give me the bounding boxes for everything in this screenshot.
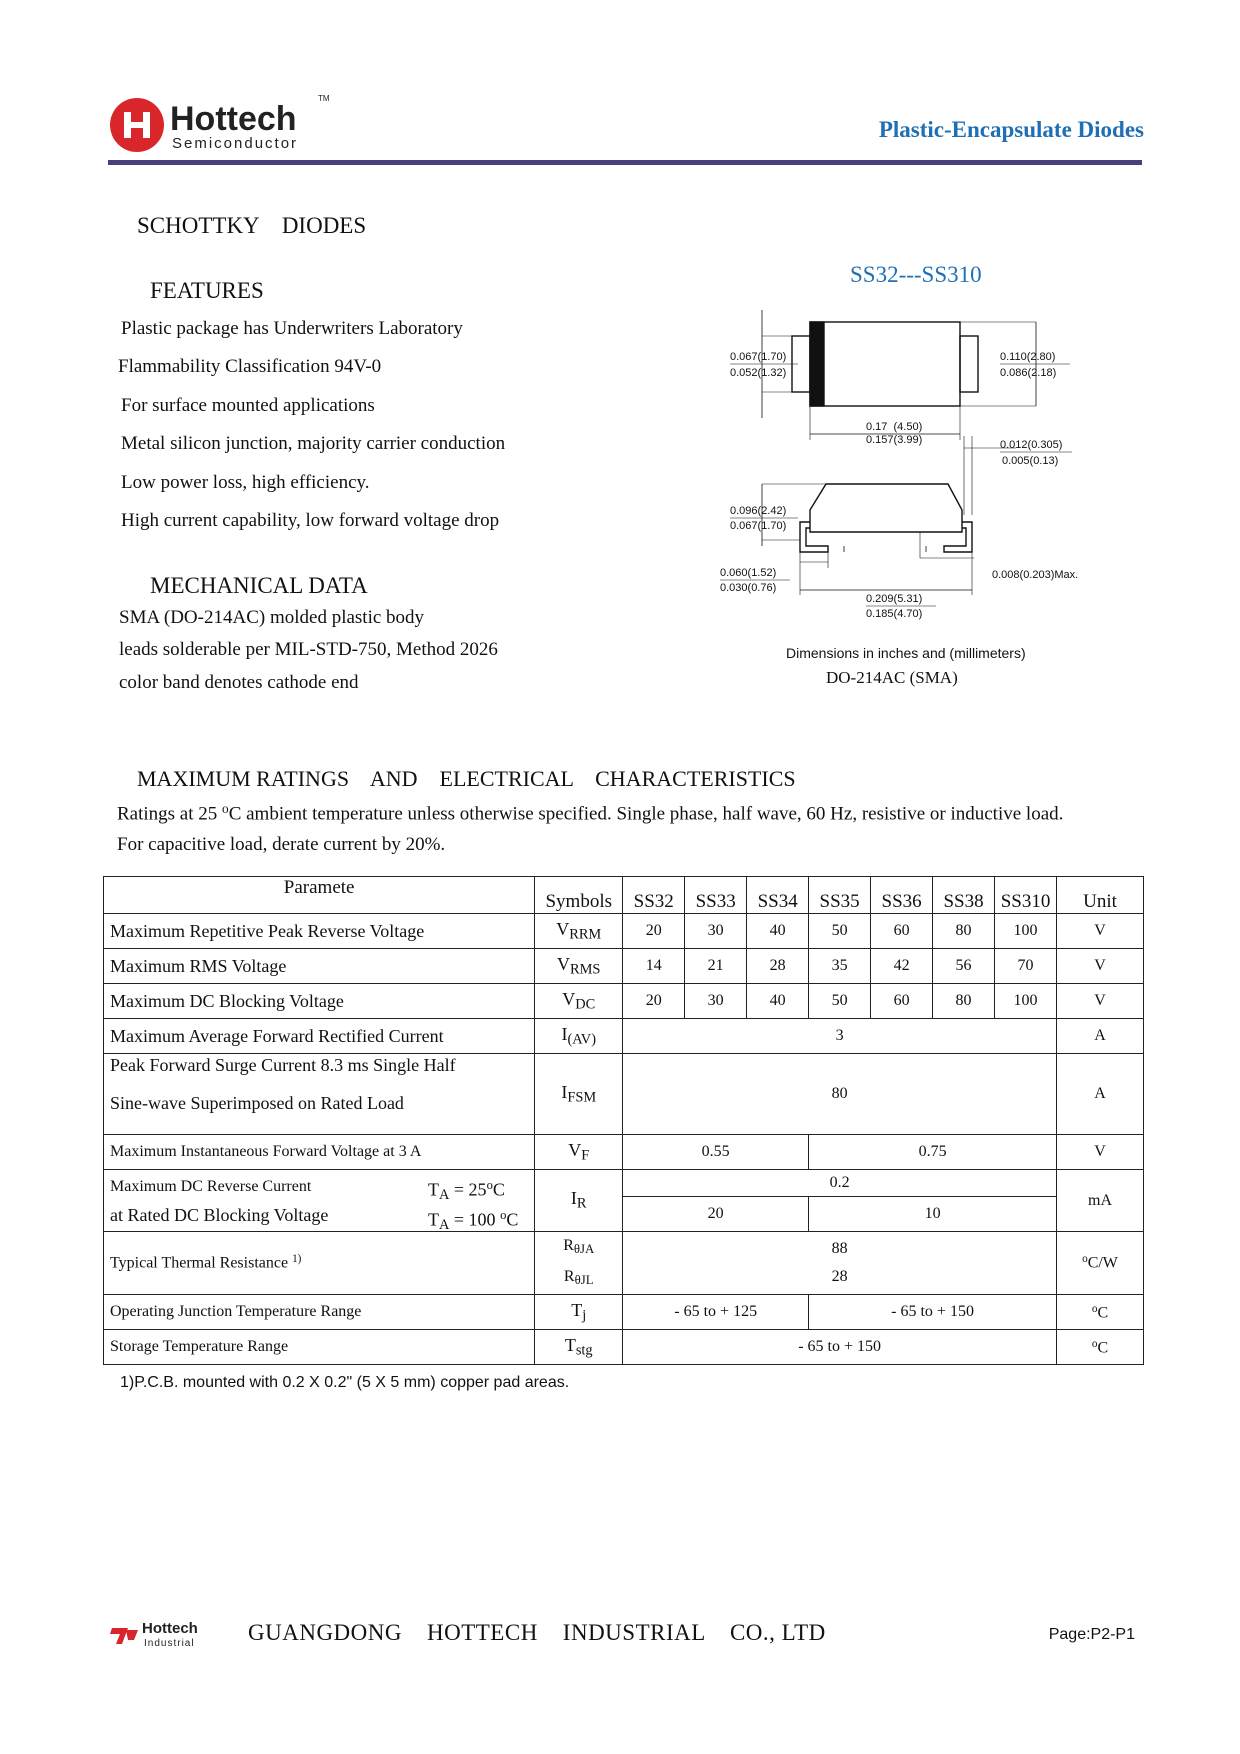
value-cell: - 65 to + 150 bbox=[623, 1330, 1057, 1365]
value-rthja: 88 bbox=[831, 1240, 848, 1258]
symbol-sub: stg bbox=[575, 1342, 593, 1359]
param-ir-line2 bbox=[110, 1199, 528, 1231]
value-cell: 20 bbox=[623, 1197, 809, 1232]
dim-total-top: 0.209(5.31) bbox=[866, 593, 923, 605]
symbol-text: V bbox=[568, 1139, 582, 1160]
header-part: SS310 bbox=[995, 877, 1057, 914]
unit-cell: A bbox=[1057, 1054, 1144, 1135]
param-tstg: Storage Temperature Range bbox=[104, 1330, 535, 1365]
table-row bbox=[104, 984, 1144, 1019]
table-row bbox=[104, 1170, 1144, 1197]
symbol-ifsm bbox=[535, 1054, 623, 1135]
value-cell: 50 bbox=[809, 914, 871, 949]
value-cell: 0.75 bbox=[809, 1135, 1057, 1170]
symbol-vf bbox=[535, 1135, 623, 1170]
header-part: SS35 bbox=[809, 877, 871, 914]
symbol-tj bbox=[535, 1295, 623, 1330]
symbol-sub: R bbox=[576, 1195, 587, 1212]
logo-tm: TM bbox=[318, 94, 330, 103]
cond-sup: o bbox=[500, 1207, 507, 1222]
symbol-iav bbox=[535, 1019, 623, 1054]
value-cell: 35 bbox=[809, 949, 871, 984]
symbol-sub: RMS bbox=[570, 961, 601, 978]
dim-foot-bot: 0.030(0.76) bbox=[720, 582, 777, 594]
hottech-logo bbox=[108, 92, 408, 158]
dim-foot-top: 0.060(1.52) bbox=[720, 567, 777, 579]
value-cell: 60 bbox=[871, 914, 933, 949]
table-header-row bbox=[104, 877, 1144, 914]
value-cell: 80 bbox=[933, 914, 995, 949]
symbol-text: I bbox=[561, 1023, 568, 1044]
package-drawing bbox=[700, 300, 1120, 630]
unit-text: C/W bbox=[1087, 1254, 1118, 1272]
header-parameter: Paramete bbox=[104, 877, 535, 914]
header-part: SS36 bbox=[871, 877, 933, 914]
unit-text: C bbox=[1097, 1339, 1109, 1357]
table-row bbox=[104, 1295, 1144, 1330]
cond-sub: A bbox=[439, 1186, 450, 1203]
symbol-tstg bbox=[535, 1330, 623, 1365]
param-vrrm: Maximum Repetitive Peak Reverse Voltage bbox=[104, 914, 535, 949]
dim-total-bot: 0.185(4.70) bbox=[866, 608, 923, 620]
ir-label1: Maximum DC Reverse Current bbox=[110, 1177, 312, 1195]
cond-sup: o bbox=[486, 1177, 493, 1192]
symbol-text: T bbox=[564, 1335, 576, 1356]
symbol-rth bbox=[535, 1232, 623, 1295]
ir-cond-100 bbox=[428, 1199, 518, 1241]
param-rth bbox=[104, 1232, 535, 1295]
table-footnote: 1)P.C.B. mounted with 0.2 X 0.2" (5 X 5 mm) copper pad areas. bbox=[120, 1374, 570, 1391]
footer-logo bbox=[108, 1618, 208, 1650]
value-cell: 60 bbox=[871, 984, 933, 1019]
feature-line: Plastic package has Underwriters Laboratory bbox=[121, 318, 463, 339]
value-cell: 20 bbox=[623, 914, 685, 949]
dim-height-top: 0.096(2.42) bbox=[730, 505, 787, 517]
dim-left-h-top: 0.067(1.70) bbox=[730, 351, 787, 363]
value-cell: 20 bbox=[623, 984, 685, 1019]
logo-brand-text: Hottech bbox=[170, 100, 297, 138]
symbol-sub: (AV) bbox=[567, 1031, 596, 1048]
dim-height-bot: 0.067(1.70) bbox=[730, 520, 787, 532]
feature-line: Metal silicon junction, majority carrier conduction bbox=[121, 433, 506, 454]
symbol-sub: j bbox=[582, 1307, 587, 1324]
symbol-text: V bbox=[562, 988, 576, 1009]
footer-logo-text: Hottech bbox=[142, 1620, 198, 1637]
value-cell: 100 bbox=[995, 984, 1057, 1019]
dim-lead-t-top: 0.012(0.305) bbox=[1000, 439, 1063, 451]
cond-val: = 25 bbox=[449, 1178, 487, 1199]
symbol-sub: FSM bbox=[567, 1089, 597, 1106]
value-cell-rth bbox=[623, 1232, 1057, 1295]
cond-end: C bbox=[506, 1208, 519, 1229]
mechanical-line: color band denotes cathode end bbox=[119, 672, 359, 693]
part-range: SS32---SS310 bbox=[850, 262, 982, 287]
cond-t: T bbox=[428, 1178, 439, 1199]
dim-right-h-top: 0.110(2.80) bbox=[1000, 351, 1056, 363]
table-row bbox=[104, 1135, 1144, 1170]
symbol-vdc bbox=[535, 984, 623, 1019]
table-row bbox=[104, 1054, 1144, 1135]
logo-sub-text: Semiconductor bbox=[172, 135, 299, 152]
note-text: Ratings at 25 bbox=[117, 803, 223, 825]
symbol-sub: θJA bbox=[573, 1242, 595, 1257]
cond-sub: A bbox=[439, 1216, 450, 1233]
header-symbols: Symbols bbox=[535, 877, 623, 914]
symbol-vrrm bbox=[535, 914, 623, 949]
table-row bbox=[104, 1232, 1144, 1295]
unit-cell bbox=[1057, 1295, 1144, 1330]
param-ifsm-line2: Sine-wave Superimposed on Rated Load bbox=[110, 1093, 404, 1113]
table-row bbox=[104, 1019, 1144, 1054]
ir-label2: at Rated DC Blocking Voltage bbox=[110, 1204, 329, 1225]
value-cell: 40 bbox=[747, 914, 809, 949]
feature-line: Low power loss, high efficiency. bbox=[121, 472, 370, 493]
ratings-note-1 bbox=[117, 801, 1063, 826]
feature-line: For surface mounted applications bbox=[121, 395, 375, 416]
unit-degree: o bbox=[1091, 1302, 1098, 1315]
param-vdc: Maximum DC Blocking Voltage bbox=[104, 984, 535, 1019]
param-vrms: Maximum RMS Voltage bbox=[104, 949, 535, 984]
header-part: SS32 bbox=[623, 877, 685, 914]
ratings-note-2: For capacitive load, derate current by 20%. bbox=[117, 834, 446, 855]
package-name: DO-214AC (SMA) bbox=[826, 668, 958, 687]
value-cell: 14 bbox=[623, 949, 685, 984]
value-cell: - 65 to + 150 bbox=[809, 1295, 1057, 1330]
cond-val: = 100 bbox=[449, 1208, 501, 1229]
value-cell: 3 bbox=[623, 1019, 1057, 1054]
value-cell: 30 bbox=[685, 914, 747, 949]
unit-cell: V bbox=[1057, 949, 1144, 984]
symbol-text: T bbox=[571, 1300, 583, 1321]
symbol-text: I bbox=[570, 1188, 577, 1209]
symbol-sub: F bbox=[581, 1147, 590, 1164]
symbol-text: I bbox=[561, 1081, 568, 1102]
symbol-text: R bbox=[563, 1237, 574, 1254]
header-unit: Unit bbox=[1057, 877, 1144, 914]
symbol-rthjl bbox=[541, 1263, 616, 1294]
footer-page: Page:P2-P1 bbox=[1048, 1626, 1135, 1643]
param-ifsm-line1: Peak Forward Surge Current 8.3 ms Single Half bbox=[110, 1055, 456, 1075]
header-rule bbox=[108, 160, 1142, 165]
unit-cell: V bbox=[1057, 984, 1144, 1019]
value-cell: 0.2 bbox=[623, 1170, 1057, 1197]
value-cell: 42 bbox=[871, 949, 933, 984]
features-heading: FEATURES bbox=[150, 278, 264, 303]
cond-end: C bbox=[492, 1178, 505, 1199]
value-cell: 80 bbox=[933, 984, 995, 1019]
param-tj: Operating Junction Temperature Range bbox=[104, 1295, 535, 1330]
table-row bbox=[104, 1330, 1144, 1365]
unit-degree: o bbox=[1082, 1253, 1088, 1266]
symbol-sub: DC bbox=[575, 996, 596, 1013]
footer-company: GUANGDONG HOTTECH INDUSTRIAL CO., LTD bbox=[248, 1620, 826, 1645]
value-cell: 28 bbox=[747, 949, 809, 984]
param-ir-line1 bbox=[110, 1171, 528, 1203]
dim-lead-t-bot: 0.005(0.13) bbox=[1002, 455, 1059, 467]
unit-cell: A bbox=[1057, 1019, 1144, 1054]
value-cell: 40 bbox=[747, 984, 809, 1019]
value-cell: 30 bbox=[685, 984, 747, 1019]
unit-cell: V bbox=[1057, 1135, 1144, 1170]
feature-line: Flammability Classification 94V-0 bbox=[118, 356, 382, 377]
ratings-table bbox=[103, 876, 1144, 1365]
param-vf: Maximum Instantaneous Forward Voltage at 3 A bbox=[104, 1135, 535, 1170]
value-cell: 10 bbox=[809, 1197, 1057, 1232]
package-caption: Dimensions in inches and (millimeters) bbox=[786, 645, 1026, 661]
symbol-text: V bbox=[557, 953, 571, 974]
header-part: SS33 bbox=[685, 877, 747, 914]
ratings-heading: MAXIMUM RATINGS AND ELECTRICAL CHARACTERISTICS bbox=[137, 766, 796, 791]
symbol-text: R bbox=[563, 1268, 575, 1286]
unit-text: C bbox=[1097, 1304, 1109, 1322]
doc-title: SCHOTTKY DIODES bbox=[137, 213, 367, 238]
unit-cell: V bbox=[1057, 914, 1144, 949]
dim-len-top: 0.17 (4.50) bbox=[866, 421, 923, 433]
value-cell: - 65 to + 125 bbox=[623, 1295, 809, 1330]
cond-t: T bbox=[428, 1208, 439, 1229]
note-degree: o bbox=[222, 801, 229, 816]
dim-right-h-bot: 0.086(2.18) bbox=[1000, 367, 1057, 379]
param-ir bbox=[104, 1170, 535, 1232]
param-iav: Maximum Average Forward Rectified Current bbox=[104, 1019, 535, 1054]
unit-cell bbox=[1057, 1232, 1144, 1295]
value-rthjl: 28 bbox=[831, 1268, 848, 1286]
value-cell: 50 bbox=[809, 984, 871, 1019]
table-row bbox=[104, 949, 1144, 984]
param-ifsm bbox=[104, 1054, 535, 1135]
header-part: SS38 bbox=[933, 877, 995, 914]
table-row bbox=[104, 914, 1144, 949]
value-cell: 0.55 bbox=[623, 1135, 809, 1170]
value-cell: 21 bbox=[685, 949, 747, 984]
rth-label: Typical Thermal Resistance bbox=[110, 1254, 293, 1272]
dim-standoff: 0.008(0.203)Max. bbox=[992, 569, 1079, 581]
mechanical-line: SMA (DO-214AC) molded plastic body bbox=[119, 607, 425, 628]
symbol-ir bbox=[535, 1170, 623, 1232]
unit-degree: o bbox=[1091, 1337, 1098, 1350]
feature-line: High current capability, low forward voltage drop bbox=[121, 510, 500, 531]
symbol-text: V bbox=[556, 918, 570, 939]
unit-cell bbox=[1057, 1330, 1144, 1365]
dim-len-bot: 0.157(3.99) bbox=[866, 434, 923, 446]
header-part: SS34 bbox=[747, 877, 809, 914]
note-text: C ambient temperature unless otherwise specified. Single phase, half wave, 60 Hz, resistive or inductive load. bbox=[228, 803, 1064, 825]
symbol-rthja bbox=[541, 1232, 616, 1263]
value-cell: 56 bbox=[933, 949, 995, 984]
symbol-sub: θJL bbox=[574, 1273, 594, 1288]
dim-left-h-bot: 0.052(1.32) bbox=[730, 367, 787, 379]
value-cell: 80 bbox=[623, 1054, 1057, 1135]
value-cell: 70 bbox=[995, 949, 1057, 984]
mechanical-heading: MECHANICAL DATA bbox=[150, 573, 368, 598]
value-cell: 100 bbox=[995, 914, 1057, 949]
rth-footnote-ref: 1) bbox=[292, 1253, 302, 1266]
symbol-sub: RRM bbox=[569, 926, 602, 943]
mechanical-line: leads solderable per MIL-STD-750, Method 2026 bbox=[119, 639, 498, 660]
header-title: Plastic-Encapsulate Diodes bbox=[878, 117, 1144, 142]
footer-logo-sub: Industrial bbox=[144, 1638, 195, 1649]
symbol-vrms bbox=[535, 949, 623, 984]
unit-cell: mA bbox=[1057, 1170, 1144, 1232]
